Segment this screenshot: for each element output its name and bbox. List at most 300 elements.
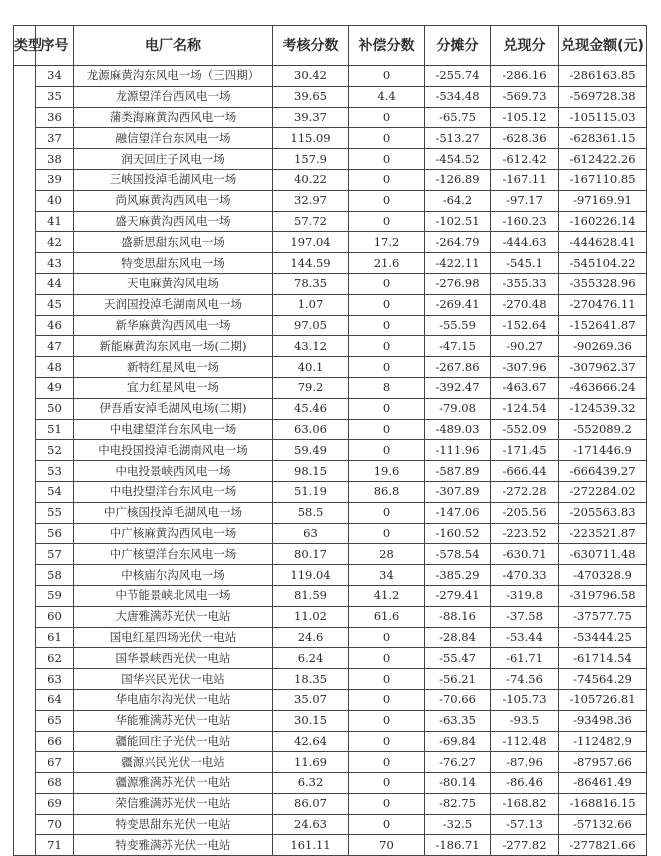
redeem-score-cell: -270.48	[491, 294, 559, 315]
seq-cell: 67	[36, 752, 74, 773]
table-row	[14, 461, 647, 482]
plant-name-cell: 新特红星风电一场	[74, 357, 273, 378]
table-row	[14, 66, 647, 87]
alloc-score-cell: -69.84	[425, 731, 491, 752]
redeem-score-cell: -93.5	[491, 710, 559, 731]
power-plant-assessment-table	[13, 25, 647, 856]
comp-score-cell: 0	[349, 107, 425, 128]
plant-name-cell: 国华兴民光伏一电站	[74, 669, 273, 690]
redeem-amount-cell: -90269.36	[559, 336, 647, 357]
redeem-amount-cell: -57132.66	[559, 814, 647, 835]
redeem-score-cell: -53.44	[491, 627, 559, 648]
table-header-row	[14, 26, 647, 66]
comp-score-cell: 0	[349, 710, 425, 731]
seq-cell: 66	[36, 731, 74, 752]
seq-cell: 57	[36, 544, 74, 565]
plant-name-cell: 龙源望洋台西风电一场	[74, 86, 273, 107]
redeem-amount-cell: -630711.48	[559, 544, 647, 565]
plant-name-cell: 华电庙尔沟光伏一电站	[74, 689, 273, 710]
alloc-score-cell: -32.5	[425, 814, 491, 835]
header-comp-score: 补偿分数	[349, 26, 425, 66]
redeem-score-cell: -552.09	[491, 419, 559, 440]
comp-score-cell: 0	[349, 128, 425, 149]
seq-cell: 50	[36, 398, 74, 419]
table-row	[14, 336, 647, 357]
header-assess-score: 考核分数	[273, 26, 349, 66]
plant-name-cell: 三峡国投淖毛湖风电一场	[74, 169, 273, 190]
plant-name-cell: 新华麻黄沟西风电一场	[74, 315, 273, 336]
redeem-amount-cell: -105726.81	[559, 689, 647, 710]
redeem-score-cell: -612.42	[491, 149, 559, 170]
redeem-amount-cell: -112482.9	[559, 731, 647, 752]
seq-cell: 59	[36, 585, 74, 606]
redeem-amount-cell: -666439.27	[559, 461, 647, 482]
redeem-amount-cell: -463666.24	[559, 377, 647, 398]
assess-score-cell: 18.35	[273, 669, 349, 690]
assess-score-cell: 197.04	[273, 232, 349, 253]
header-redeem-score: 兑现分	[491, 26, 559, 66]
comp-score-cell: 21.6	[349, 253, 425, 274]
comp-score-cell: 70	[349, 835, 425, 856]
redeem-amount-cell: -307962.37	[559, 357, 647, 378]
redeem-score-cell: -105.12	[491, 107, 559, 128]
seq-cell: 45	[36, 294, 74, 315]
comp-score-cell: 0	[349, 190, 425, 211]
table-row	[14, 128, 647, 149]
redeem-score-cell: -545.1	[491, 253, 559, 274]
plant-name-cell: 中电建望洋台东风电一场	[74, 419, 273, 440]
assess-score-cell: 78.35	[273, 273, 349, 294]
table-row	[14, 523, 647, 544]
alloc-score-cell: -80.14	[425, 773, 491, 794]
assess-score-cell: 80.17	[273, 544, 349, 565]
alloc-score-cell: -79.08	[425, 398, 491, 419]
redeem-score-cell: -223.52	[491, 523, 559, 544]
plant-name-cell: 国华景峡西光伏一电站	[74, 648, 273, 669]
seq-cell: 65	[36, 710, 74, 731]
assess-score-cell: 32.97	[273, 190, 349, 211]
table-body	[14, 66, 647, 856]
redeem-amount-cell: -569728.38	[559, 86, 647, 107]
seq-cell: 54	[36, 481, 74, 502]
alloc-score-cell: -264.79	[425, 232, 491, 253]
seq-cell: 36	[36, 107, 74, 128]
comp-score-cell: 8	[349, 377, 425, 398]
comp-score-cell: 41.2	[349, 585, 425, 606]
seq-cell: 62	[36, 648, 74, 669]
alloc-score-cell: -186.71	[425, 835, 491, 856]
table-row	[14, 648, 647, 669]
comp-score-cell: 4.4	[349, 86, 425, 107]
plant-name-cell: 疆能回庄子光伏一电站	[74, 731, 273, 752]
table-row	[14, 565, 647, 586]
redeem-score-cell: -152.64	[491, 315, 559, 336]
table-row	[14, 86, 647, 107]
redeem-score-cell: -90.27	[491, 336, 559, 357]
redeem-amount-cell: -93498.36	[559, 710, 647, 731]
comp-score-cell: 0	[349, 440, 425, 461]
assess-score-cell: 119.04	[273, 565, 349, 586]
alloc-score-cell: -70.66	[425, 689, 491, 710]
comp-score-cell: 0	[349, 731, 425, 752]
plant-name-cell: 特变雅满苏光伏一电站	[74, 835, 273, 856]
redeem-score-cell: -630.71	[491, 544, 559, 565]
redeem-score-cell: -87.96	[491, 752, 559, 773]
comp-score-cell: 0	[349, 315, 425, 336]
alloc-score-cell: -392.47	[425, 377, 491, 398]
redeem-amount-cell: -319796.58	[559, 585, 647, 606]
alloc-score-cell: -587.89	[425, 461, 491, 482]
plant-name-cell: 特变思甜东风电一场	[74, 253, 273, 274]
table-row	[14, 481, 647, 502]
plant-name-cell: 中核庙尔沟风电一场	[74, 565, 273, 586]
plant-name-cell: 蒲类海麻黄沟西风电一场	[74, 107, 273, 128]
plant-name-cell: 疆源雅满苏光伏一电站	[74, 773, 273, 794]
table-row	[14, 752, 647, 773]
seq-cell: 58	[36, 565, 74, 586]
redeem-score-cell: -112.48	[491, 731, 559, 752]
redeem-score-cell: -86.46	[491, 773, 559, 794]
redeem-score-cell: -470.33	[491, 565, 559, 586]
comp-score-cell: 19.6	[349, 461, 425, 482]
table-row	[14, 773, 647, 794]
seq-cell: 38	[36, 149, 74, 170]
assess-score-cell: 115.09	[273, 128, 349, 149]
plant-name-cell: 中广核望洋台东风电一场	[74, 544, 273, 565]
assess-score-cell: 79.2	[273, 377, 349, 398]
redeem-score-cell: -307.96	[491, 357, 559, 378]
seq-cell: 49	[36, 377, 74, 398]
assess-score-cell: 35.07	[273, 689, 349, 710]
comp-score-cell: 0	[349, 773, 425, 794]
redeem-amount-cell: -168816.15	[559, 793, 647, 814]
table-row	[14, 835, 647, 856]
table-row	[14, 190, 647, 211]
comp-score-cell: 0	[349, 627, 425, 648]
assess-score-cell: 39.37	[273, 107, 349, 128]
plant-name-cell: 天电麻黄沟风电场	[74, 273, 273, 294]
comp-score-cell: 61.6	[349, 606, 425, 627]
seq-cell: 42	[36, 232, 74, 253]
assess-score-cell: 57.72	[273, 211, 349, 232]
seq-cell: 43	[36, 253, 74, 274]
table-row	[14, 169, 647, 190]
plant-name-cell: 润天回庄子风电一场	[74, 149, 273, 170]
header-alloc-score: 分摊分	[425, 26, 491, 66]
alloc-score-cell: -55.59	[425, 315, 491, 336]
table-row	[14, 585, 647, 606]
alloc-score-cell: -28.84	[425, 627, 491, 648]
table-row	[14, 793, 647, 814]
plant-name-cell: 中广核麻黄沟西风电一场	[74, 523, 273, 544]
alloc-score-cell: -422.11	[425, 253, 491, 274]
redeem-amount-cell: -87957.66	[559, 752, 647, 773]
assess-score-cell: 59.49	[273, 440, 349, 461]
comp-score-cell: 0	[349, 793, 425, 814]
seq-cell: 48	[36, 357, 74, 378]
table-row	[14, 357, 647, 378]
seq-cell: 37	[36, 128, 74, 149]
alloc-score-cell: -126.89	[425, 169, 491, 190]
plant-name-cell: 中电投望洋台东风电一场	[74, 481, 273, 502]
redeem-score-cell: -355.33	[491, 273, 559, 294]
redeem-score-cell: -160.23	[491, 211, 559, 232]
plant-name-cell: 宜力红星风电一场	[74, 377, 273, 398]
seq-cell: 34	[36, 66, 74, 87]
alloc-score-cell: -102.51	[425, 211, 491, 232]
assess-score-cell: 98.15	[273, 461, 349, 482]
redeem-score-cell: -97.17	[491, 190, 559, 211]
redeem-score-cell: -628.36	[491, 128, 559, 149]
redeem-amount-cell: -171446.9	[559, 440, 647, 461]
redeem-score-cell: -168.82	[491, 793, 559, 814]
seq-cell: 46	[36, 315, 74, 336]
seq-cell: 71	[36, 835, 74, 856]
seq-cell: 56	[36, 523, 74, 544]
seq-cell: 39	[36, 169, 74, 190]
table-row	[14, 669, 647, 690]
plant-name-cell: 天润国投淖毛湖南风电一场	[74, 294, 273, 315]
assess-score-cell: 42.64	[273, 731, 349, 752]
alloc-score-cell: -385.29	[425, 565, 491, 586]
seq-cell: 47	[36, 336, 74, 357]
assess-score-cell: 58.5	[273, 502, 349, 523]
assess-score-cell: 45.46	[273, 398, 349, 419]
comp-score-cell: 0	[349, 336, 425, 357]
assess-score-cell: 161.11	[273, 835, 349, 856]
alloc-score-cell: -269.41	[425, 294, 491, 315]
comp-score-cell: 0	[349, 273, 425, 294]
comp-score-cell: 0	[349, 294, 425, 315]
table-row	[14, 814, 647, 835]
redeem-amount-cell: -545104.22	[559, 253, 647, 274]
comp-score-cell: 0	[349, 648, 425, 669]
comp-score-cell: 0	[349, 502, 425, 523]
comp-score-cell: 0	[349, 689, 425, 710]
comp-score-cell: 0	[349, 66, 425, 87]
seq-cell: 60	[36, 606, 74, 627]
assess-score-cell: 40.22	[273, 169, 349, 190]
alloc-score-cell: -578.54	[425, 544, 491, 565]
redeem-score-cell: -444.63	[491, 232, 559, 253]
redeem-amount-cell: -37577.75	[559, 606, 647, 627]
redeem-amount-cell: -86461.49	[559, 773, 647, 794]
assess-score-cell: 40.1	[273, 357, 349, 378]
redeem-amount-cell: -152641.87	[559, 315, 647, 336]
header-seq: 序号	[36, 26, 74, 66]
redeem-score-cell: -105.73	[491, 689, 559, 710]
table-row	[14, 731, 647, 752]
table-row	[14, 627, 647, 648]
comp-score-cell: 86.8	[349, 481, 425, 502]
plant-name-cell: 尚风麻黄沟西风电一场	[74, 190, 273, 211]
plant-name-cell: 特变思甜东光伏一电站	[74, 814, 273, 835]
table-row	[14, 149, 647, 170]
plant-name-cell: 中节能景峡北风电一场	[74, 585, 273, 606]
assess-score-cell: 30.15	[273, 710, 349, 731]
alloc-score-cell: -489.03	[425, 419, 491, 440]
redeem-amount-cell: -612422.26	[559, 149, 647, 170]
seq-cell: 69	[36, 793, 74, 814]
plant-name-cell: 中电投国投淖毛湖南风电一场	[74, 440, 273, 461]
redeem-score-cell: -569.73	[491, 86, 559, 107]
header-type: 类型	[14, 26, 36, 66]
seq-cell: 61	[36, 627, 74, 648]
table-row	[14, 710, 647, 731]
plant-name-cell: 龙源麻黄沟东风电一场（三四期）	[74, 66, 273, 87]
alloc-score-cell: -147.06	[425, 502, 491, 523]
alloc-score-cell: -111.96	[425, 440, 491, 461]
table-row	[14, 253, 647, 274]
redeem-amount-cell: -53444.25	[559, 627, 647, 648]
plant-name-cell: 伊吾盾安淖毛湖风电场(二期)	[74, 398, 273, 419]
redeem-amount-cell: -270476.11	[559, 294, 647, 315]
redeem-amount-cell: -355328.96	[559, 273, 647, 294]
seq-cell: 41	[36, 211, 74, 232]
table-row	[14, 211, 647, 232]
assess-score-cell: 51.19	[273, 481, 349, 502]
redeem-amount-cell: -470328.9	[559, 565, 647, 586]
table-row	[14, 232, 647, 253]
assess-score-cell: 63	[273, 523, 349, 544]
plant-name-cell: 荣信雅满苏光伏一电站	[74, 793, 273, 814]
assess-score-cell: 30.42	[273, 66, 349, 87]
alloc-score-cell: -454.52	[425, 149, 491, 170]
comp-score-cell: 0	[349, 149, 425, 170]
alloc-score-cell: -255.74	[425, 66, 491, 87]
alloc-score-cell: -160.52	[425, 523, 491, 544]
assess-score-cell: 1.07	[273, 294, 349, 315]
alloc-score-cell: -76.27	[425, 752, 491, 773]
plant-name-cell: 国电红星四场光伏一电站	[74, 627, 273, 648]
redeem-amount-cell: -105115.03	[559, 107, 647, 128]
alloc-score-cell: -82.75	[425, 793, 491, 814]
comp-score-cell: 0	[349, 419, 425, 440]
comp-score-cell: 0	[349, 169, 425, 190]
redeem-amount-cell: -167110.85	[559, 169, 647, 190]
table-row	[14, 419, 647, 440]
assess-score-cell: 144.59	[273, 253, 349, 274]
seq-cell: 68	[36, 773, 74, 794]
redeem-amount-cell: -628361.15	[559, 128, 647, 149]
table-row	[14, 377, 647, 398]
alloc-score-cell: -276.98	[425, 273, 491, 294]
table-row	[14, 273, 647, 294]
redeem-score-cell: -277.82	[491, 835, 559, 856]
seq-cell: 44	[36, 273, 74, 294]
comp-score-cell: 0	[349, 814, 425, 835]
seq-cell: 53	[36, 461, 74, 482]
plant-name-cell: 新能麻黄沟东风电一场(二期)	[74, 336, 273, 357]
table-row	[14, 502, 647, 523]
redeem-score-cell: -205.56	[491, 502, 559, 523]
table-row	[14, 294, 647, 315]
redeem-score-cell: -61.71	[491, 648, 559, 669]
assess-score-cell: 11.02	[273, 606, 349, 627]
redeem-score-cell: -463.67	[491, 377, 559, 398]
assess-score-cell: 24.6	[273, 627, 349, 648]
alloc-score-cell: -64.2	[425, 190, 491, 211]
seq-cell: 63	[36, 669, 74, 690]
header-plant-name: 电厂名称	[74, 26, 273, 66]
alloc-score-cell: -65.75	[425, 107, 491, 128]
alloc-score-cell: -88.16	[425, 606, 491, 627]
redeem-amount-cell: -97169.91	[559, 190, 647, 211]
redeem-amount-cell: -124539.32	[559, 398, 647, 419]
seq-cell: 35	[36, 86, 74, 107]
redeem-amount-cell: -205563.83	[559, 502, 647, 523]
plant-name-cell: 大唐雅满苏光伏一电站	[74, 606, 273, 627]
plant-name-cell: 中广核国投淖毛湖风电一场	[74, 502, 273, 523]
header-redeem-amount: 兑现金额(元)	[559, 26, 647, 66]
comp-score-cell: 0	[349, 669, 425, 690]
assess-score-cell: 6.24	[273, 648, 349, 669]
redeem-score-cell: -57.13	[491, 814, 559, 835]
comp-score-cell: 0	[349, 398, 425, 419]
comp-score-cell: 0	[349, 211, 425, 232]
alloc-score-cell: -279.41	[425, 585, 491, 606]
assess-score-cell: 157.9	[273, 149, 349, 170]
comp-score-cell: 17.2	[349, 232, 425, 253]
alloc-score-cell: -47.15	[425, 336, 491, 357]
seq-cell: 52	[36, 440, 74, 461]
comp-score-cell: 0	[349, 523, 425, 544]
redeem-amount-cell: -74564.29	[559, 669, 647, 690]
table-row	[14, 440, 647, 461]
seq-cell: 40	[36, 190, 74, 211]
plant-name-cell: 盛天麻黄沟西风电一场	[74, 211, 273, 232]
table-row	[14, 315, 647, 336]
redeem-score-cell: -666.44	[491, 461, 559, 482]
redeem-score-cell: -319.8	[491, 585, 559, 606]
redeem-score-cell: -286.16	[491, 66, 559, 87]
plant-name-cell: 融信望洋台东风电一场	[74, 128, 273, 149]
table-row	[14, 398, 647, 419]
plant-name-cell: 华能雅满苏光伏一电站	[74, 710, 273, 731]
comp-score-cell: 0	[349, 752, 425, 773]
comp-score-cell: 0	[349, 357, 425, 378]
type-cell	[14, 66, 36, 856]
redeem-score-cell: -124.54	[491, 398, 559, 419]
seq-cell: 64	[36, 689, 74, 710]
alloc-score-cell: -267.86	[425, 357, 491, 378]
table-row	[14, 689, 647, 710]
seq-cell: 70	[36, 814, 74, 835]
redeem-amount-cell: -272284.02	[559, 481, 647, 502]
assess-score-cell: 97.05	[273, 315, 349, 336]
seq-cell: 51	[36, 419, 74, 440]
plant-name-cell: 疆源兴民光伏一电站	[74, 752, 273, 773]
table-row	[14, 107, 647, 128]
alloc-score-cell: -55.47	[425, 648, 491, 669]
assess-score-cell: 39.65	[273, 86, 349, 107]
assess-score-cell: 43.12	[273, 336, 349, 357]
assess-score-cell: 63.06	[273, 419, 349, 440]
redeem-score-cell: -37.58	[491, 606, 559, 627]
assess-score-cell: 11.69	[273, 752, 349, 773]
plant-name-cell: 盛新思甜东风电一场	[74, 232, 273, 253]
seq-cell: 55	[36, 502, 74, 523]
redeem-amount-cell: -277821.66	[559, 835, 647, 856]
redeem-amount-cell: -223521.87	[559, 523, 647, 544]
redeem-amount-cell: -552089.2	[559, 419, 647, 440]
redeem-amount-cell: -286163.85	[559, 66, 647, 87]
table-row	[14, 544, 647, 565]
alloc-score-cell: -56.21	[425, 669, 491, 690]
assess-score-cell: 24.63	[273, 814, 349, 835]
assess-score-cell: 81.59	[273, 585, 349, 606]
redeem-amount-cell: -61714.54	[559, 648, 647, 669]
